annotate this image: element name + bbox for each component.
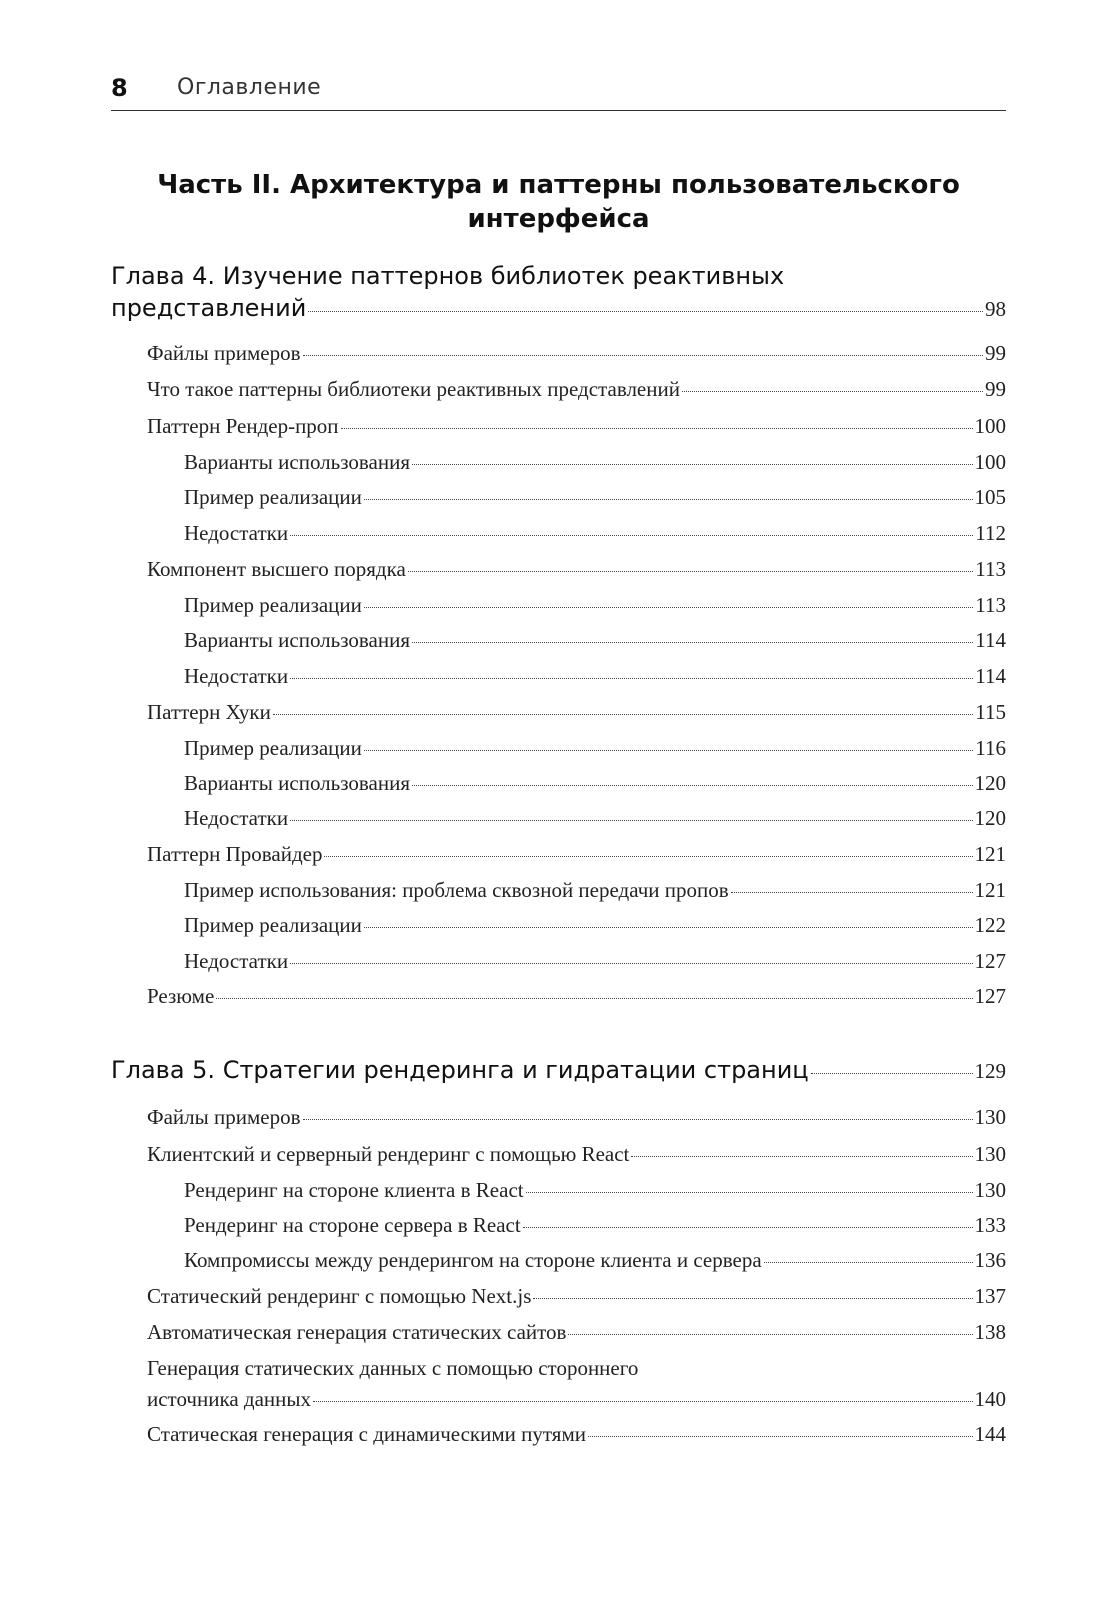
- dot-leader: [811, 1073, 973, 1074]
- dot-leader: [523, 1227, 973, 1228]
- toc-page: 136: [974, 1248, 1006, 1272]
- toc-page: 138: [974, 1320, 1006, 1344]
- toc-page: 99: [985, 377, 1006, 401]
- toc-label: Клиентский и серверный рендеринг с помощью React: [147, 1142, 630, 1166]
- toc-page: 115: [975, 700, 1006, 724]
- dot-leader: [303, 355, 984, 356]
- dot-leader: [764, 1262, 973, 1263]
- toc-entry[interactable]: [184, 521, 1006, 546]
- toc-entry[interactable]: [147, 1105, 1006, 1130]
- toc-label: Автоматическая генерация статических сайтов: [147, 1320, 567, 1344]
- toc-page: 144: [974, 1422, 1006, 1446]
- toc-entry[interactable]: [147, 377, 1006, 402]
- toc-entry[interactable]: [184, 664, 1006, 689]
- toc-page: 120: [974, 806, 1006, 830]
- toc-page: 100: [974, 414, 1006, 438]
- toc-label: Статический рендеринг с помощью Next.js: [147, 1284, 532, 1308]
- toc-entry[interactable]: [184, 450, 1006, 475]
- toc-label: Паттерн Хуки: [147, 700, 271, 724]
- toc-page: 113: [975, 593, 1006, 617]
- toc-entry[interactable]: [147, 1142, 1006, 1167]
- page-number: 8: [111, 74, 128, 102]
- toc-label: Паттерн Провайдер: [147, 842, 323, 866]
- toc-entry[interactable]: [184, 771, 1006, 796]
- dot-leader: [364, 927, 973, 928]
- toc-label: Рендеринг на стороне клиента в React: [184, 1178, 524, 1202]
- toc-chapter4[interactable]: [111, 294, 1006, 322]
- toc-page: 100: [974, 450, 1006, 474]
- toc-page: 121: [974, 842, 1006, 866]
- dot-leader: [324, 856, 972, 857]
- dot-leader: [731, 892, 973, 893]
- chapter4-title-line1: Глава 4. Изучение паттернов библиотек реактивных: [111, 262, 785, 290]
- dot-leader: [290, 820, 972, 821]
- toc-entry[interactable]: [184, 1248, 1006, 1273]
- dot-leader: [412, 785, 972, 786]
- dot-leader: [308, 311, 983, 312]
- toc-label: Недостатки: [184, 521, 289, 545]
- toc-label: Статическая генерация с динамическими путями: [147, 1422, 586, 1446]
- toc-entry[interactable]: [184, 593, 1006, 618]
- dot-leader: [216, 998, 972, 999]
- toc-page: 129: [974, 1059, 1006, 1083]
- toc-entry[interactable]: [184, 485, 1006, 510]
- toc-entry[interactable]: [147, 700, 1006, 725]
- toc-label: Варианты использования: [184, 628, 411, 652]
- toc-page: 130: [974, 1142, 1006, 1166]
- toc-page: 113: [975, 557, 1006, 581]
- toc-label: Что такое паттерны библиотеки реактивных представлений: [147, 377, 680, 401]
- toc-entry[interactable]: [147, 1422, 1006, 1447]
- dot-leader: [631, 1156, 972, 1157]
- toc-label: Компромиссы между рендерингом на стороне клиента и сервера: [184, 1248, 762, 1272]
- toc-page: 127: [974, 984, 1006, 1008]
- toc-page: 140: [974, 1387, 1006, 1411]
- toc-label: Пример реализации: [184, 736, 362, 760]
- part-title-line2: интерфейса: [467, 204, 650, 234]
- dot-leader: [568, 1334, 972, 1335]
- toc-label: Резюме: [147, 984, 215, 1008]
- toc-entry[interactable]: [147, 557, 1006, 582]
- toc-page: 114: [975, 628, 1006, 652]
- dot-leader: [533, 1298, 972, 1299]
- dot-leader: [412, 642, 973, 643]
- dot-leader: [273, 714, 973, 715]
- dot-leader: [408, 571, 973, 572]
- dot-leader: [364, 499, 973, 500]
- dot-leader: [682, 391, 983, 392]
- dot-leader: [588, 1436, 973, 1437]
- toc-label: Рендеринг на стороне сервера в React: [184, 1213, 521, 1237]
- dot-leader: [364, 750, 973, 751]
- dot-leader: [313, 1401, 972, 1402]
- toc-page: 120: [974, 771, 1006, 795]
- part-title: [111, 168, 1006, 236]
- toc-chapter5-label: Глава 5. Стратегии рендеринга и гидратации страниц: [111, 1056, 809, 1084]
- toc-page: 99: [985, 341, 1006, 365]
- toc-entry[interactable]: [147, 414, 1006, 439]
- toc-entry[interactable]: [184, 1178, 1006, 1203]
- toc-entry[interactable]: [184, 736, 1006, 761]
- toc-label: Недостатки: [184, 949, 289, 973]
- running-head-title: Оглавление: [177, 75, 322, 100]
- toc-page: 130: [974, 1105, 1006, 1129]
- toc-label: источника данных: [147, 1387, 312, 1411]
- toc-label: Файлы примеров: [147, 1105, 301, 1129]
- toc-page: 105: [974, 485, 1006, 509]
- toc-chapter5[interactable]: [111, 1056, 1006, 1084]
- toc-label: Пример реализации: [184, 913, 362, 937]
- toc-entry-line1[interactable]: Генерация статических данных с помощью стороннего: [147, 1356, 639, 1380]
- toc-entry[interactable]: [147, 842, 1006, 867]
- toc-entry[interactable]: [184, 806, 1006, 831]
- toc-chapter4-label: представлений: [111, 294, 307, 322]
- toc-entry[interactable]: [184, 913, 1006, 938]
- toc-entry[interactable]: [147, 1284, 1006, 1309]
- toc-label: Варианты использования: [184, 771, 411, 795]
- toc-label: Недостатки: [184, 806, 289, 830]
- toc-page: 130: [974, 1178, 1006, 1202]
- running-head: [111, 70, 1006, 111]
- toc-page: 121: [974, 878, 1006, 902]
- toc-page: 133: [974, 1213, 1006, 1237]
- part-title-line1: Часть II. Архитектура и паттерны пользовательского: [157, 170, 960, 200]
- toc-entry[interactable]: [184, 878, 1006, 903]
- toc-entry[interactable]: [147, 341, 1006, 366]
- toc-entry[interactable]: [147, 1387, 1006, 1412]
- dot-leader: [290, 963, 972, 964]
- toc-label: Компонент высшего порядка: [147, 557, 406, 581]
- toc-page: 127: [974, 949, 1006, 973]
- toc-page: 114: [975, 664, 1006, 688]
- dot-leader: [290, 535, 973, 536]
- toc-label: Файлы примеров: [147, 341, 301, 365]
- dot-leader: [526, 1192, 973, 1193]
- dot-leader: [364, 607, 973, 608]
- toc-entry[interactable]: [184, 628, 1006, 653]
- toc-label: Недостатки: [184, 664, 289, 688]
- dot-leader: [412, 464, 972, 465]
- toc-page: 137: [974, 1284, 1006, 1308]
- toc-page: 112: [975, 521, 1006, 545]
- toc-entry[interactable]: [184, 949, 1006, 974]
- toc-entry[interactable]: [147, 984, 1006, 1009]
- dot-leader: [303, 1119, 973, 1120]
- toc-label: Пример реализации: [184, 485, 362, 509]
- toc-page: 116: [975, 736, 1006, 760]
- toc-label: Пример реализации: [184, 593, 362, 617]
- toc-label: Пример использования: проблема сквозной передачи пропов: [184, 878, 729, 902]
- toc-entry[interactable]: [184, 1213, 1006, 1238]
- dot-leader: [341, 428, 973, 429]
- toc-label: Паттерн Рендер-проп: [147, 414, 339, 438]
- toc-entry[interactable]: [147, 1320, 1006, 1345]
- toc-label: Варианты использования: [184, 450, 411, 474]
- dot-leader: [290, 678, 973, 679]
- toc-page: 98: [985, 297, 1006, 321]
- toc-page: 122: [974, 913, 1006, 937]
